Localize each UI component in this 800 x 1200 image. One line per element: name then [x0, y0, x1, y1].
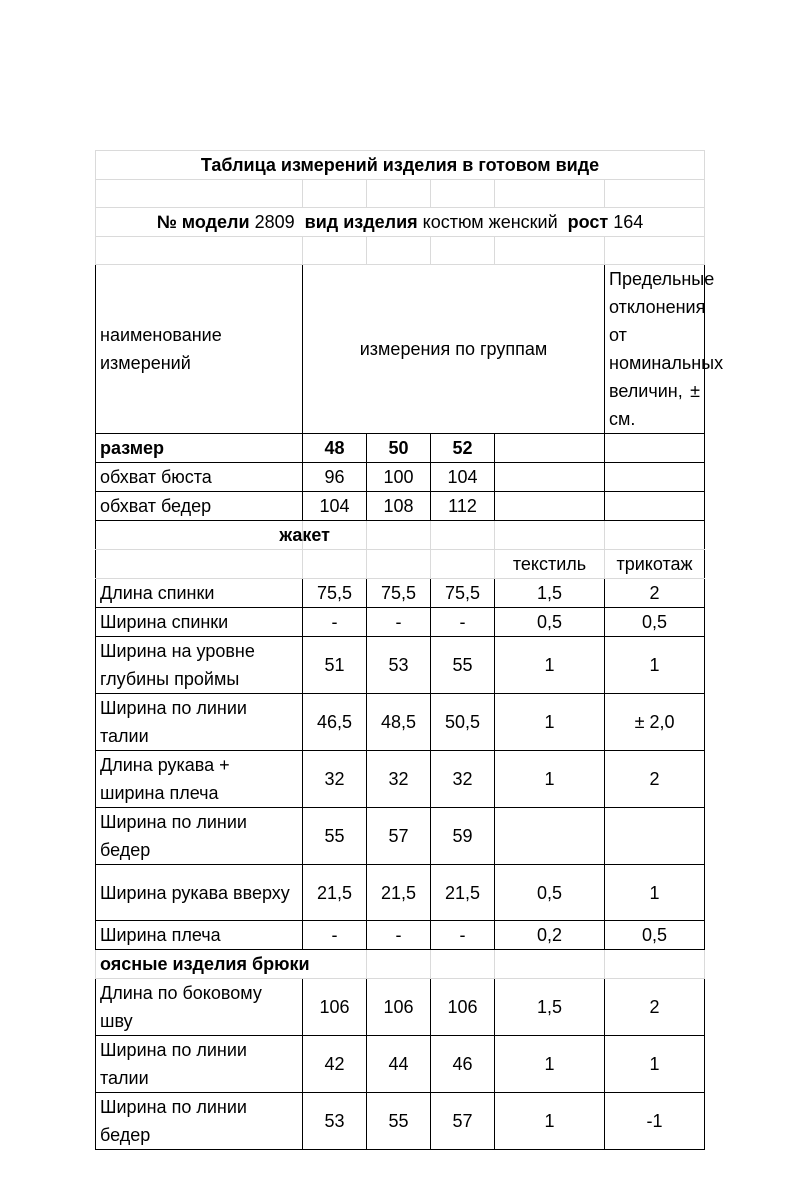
cell-value: 57 — [367, 808, 431, 865]
cell-value: 96 — [303, 463, 367, 492]
row-label: обхват бедер — [96, 492, 303, 521]
cell-value: 50,5 — [431, 694, 495, 751]
cell-knit: 2 — [605, 579, 705, 608]
measurement-table — [95, 150, 724, 1150]
cell-value: 100 — [367, 463, 431, 492]
row-label: Ширина по линии бедер — [96, 1093, 303, 1150]
cell-value: 112 — [431, 492, 495, 521]
row-label: Ширина по линии талии — [96, 694, 303, 751]
cell-value: 42 — [303, 1036, 367, 1093]
header-groups: измерения по группам — [303, 265, 605, 434]
cell-value: 57 — [431, 1093, 495, 1150]
table-title: Таблица измерений изделия в готовом виде — [96, 151, 705, 180]
row-label: Ширина спинки — [96, 608, 303, 637]
row-label: Ширина по линии бедер — [96, 808, 303, 865]
size-label: размер — [96, 434, 303, 463]
cell-value: 21,5 — [431, 865, 495, 921]
cell-value: 21,5 — [303, 865, 367, 921]
cell-textile: 0,5 — [495, 865, 605, 921]
cell-knit: 1 — [605, 1036, 705, 1093]
cell-value: 44 — [367, 1036, 431, 1093]
cell-knit: 2 — [605, 979, 705, 1036]
height-label: рост — [567, 212, 609, 232]
table-row — [96, 637, 705, 694]
material-header-row — [96, 550, 705, 579]
spacer-row — [96, 237, 705, 265]
cell-value: 53 — [303, 1093, 367, 1150]
cell-knit: -1 — [605, 1093, 705, 1150]
table-row — [96, 979, 705, 1036]
cell-textile: 1 — [495, 637, 605, 694]
cell-textile — [495, 808, 605, 865]
col-textile: текстиль — [495, 550, 605, 579]
header-tolerance: Предельные отклонения от номинальных величин, ± см. — [605, 265, 705, 434]
cell-value: 106 — [303, 979, 367, 1036]
table-row — [96, 808, 705, 865]
kind-label: вид изделия — [304, 212, 418, 232]
model-label: № модели — [156, 212, 250, 232]
table-row — [96, 463, 705, 492]
cell-value: 48,5 — [367, 694, 431, 751]
cell-value: 55 — [303, 808, 367, 865]
table-row — [96, 751, 705, 808]
cell-knit: ± 2,0 — [605, 694, 705, 751]
cell-value: 53 — [367, 637, 431, 694]
cell-knit: 1 — [605, 637, 705, 694]
cell-textile: 1,5 — [495, 579, 605, 608]
section-row — [96, 521, 705, 550]
cell-value: 32 — [367, 751, 431, 808]
height-value: 164 — [613, 212, 644, 232]
row-label: Длина спинки — [96, 579, 303, 608]
table-row — [96, 694, 705, 751]
model-value: 2809 — [254, 212, 295, 232]
cell-value: 55 — [431, 637, 495, 694]
cell-value: 21,5 — [367, 865, 431, 921]
cell-value: - — [431, 608, 495, 637]
row-label: обхват бюста — [96, 463, 303, 492]
table-row — [96, 1093, 705, 1150]
header-name: наименование измерений — [96, 265, 303, 434]
section-jacket-label: жакет — [96, 521, 303, 550]
cell-value: - — [303, 608, 367, 637]
cell-textile: 1,5 — [495, 979, 605, 1036]
row-label: Ширина рукава вверху — [96, 865, 303, 921]
cell-value: - — [431, 921, 495, 950]
row-label: Длина рукава + ширина плеча — [96, 751, 303, 808]
cell-value: 51 — [303, 637, 367, 694]
cell-textile: 1 — [495, 1093, 605, 1150]
cell-value: 104 — [303, 492, 367, 521]
cell-value: 46 — [431, 1036, 495, 1093]
cell-knit: 1 — [605, 865, 705, 921]
table-row — [96, 608, 705, 637]
row-label: Ширина на уровне глубины проймы — [96, 637, 303, 694]
size-50: 50 — [367, 434, 431, 463]
table-row — [96, 865, 705, 921]
model-line — [96, 208, 705, 237]
cell-value: 75,5 — [367, 579, 431, 608]
row-label: Ширина по линии талии — [96, 1036, 303, 1093]
section-trousers-label: оясные изделия брюки — [96, 950, 367, 979]
section-row — [96, 950, 705, 979]
cell-knit: 0,5 — [605, 608, 705, 637]
cell-value: 32 — [303, 751, 367, 808]
cell-textile: 0,5 — [495, 608, 605, 637]
measurement-sheet — [95, 150, 724, 1150]
cell-textile: 1 — [495, 694, 605, 751]
cell-value: 106 — [367, 979, 431, 1036]
cell-value: - — [367, 921, 431, 950]
cell-value: 75,5 — [303, 579, 367, 608]
table-row — [96, 921, 705, 950]
row-label: Длина по боковому шву — [96, 979, 303, 1036]
spacer-row — [96, 180, 705, 208]
size-52: 52 — [431, 434, 495, 463]
cell-knit — [605, 808, 705, 865]
col-knit: трикотаж — [605, 550, 705, 579]
cell-value: 59 — [431, 808, 495, 865]
cell-value: 75,5 — [431, 579, 495, 608]
cell-value: 32 — [431, 751, 495, 808]
cell-knit: 2 — [605, 751, 705, 808]
size-row — [96, 434, 705, 463]
cell-knit: 0,5 — [605, 921, 705, 950]
cell-textile: 1 — [495, 751, 605, 808]
cell-value: 46,5 — [303, 694, 367, 751]
kind-value: костюм женский — [422, 212, 558, 232]
table-row — [96, 579, 705, 608]
cell-value: 106 — [431, 979, 495, 1036]
size-48: 48 — [303, 434, 367, 463]
table-row — [96, 1036, 705, 1093]
cell-value: 55 — [367, 1093, 431, 1150]
cell-textile: 1 — [495, 1036, 605, 1093]
cell-value: 108 — [367, 492, 431, 521]
cell-textile: 0,2 — [495, 921, 605, 950]
cell-value: 104 — [431, 463, 495, 492]
table-row — [96, 492, 705, 521]
cell-value: - — [303, 921, 367, 950]
cell-value: - — [367, 608, 431, 637]
row-label: Ширина плеча — [96, 921, 303, 950]
